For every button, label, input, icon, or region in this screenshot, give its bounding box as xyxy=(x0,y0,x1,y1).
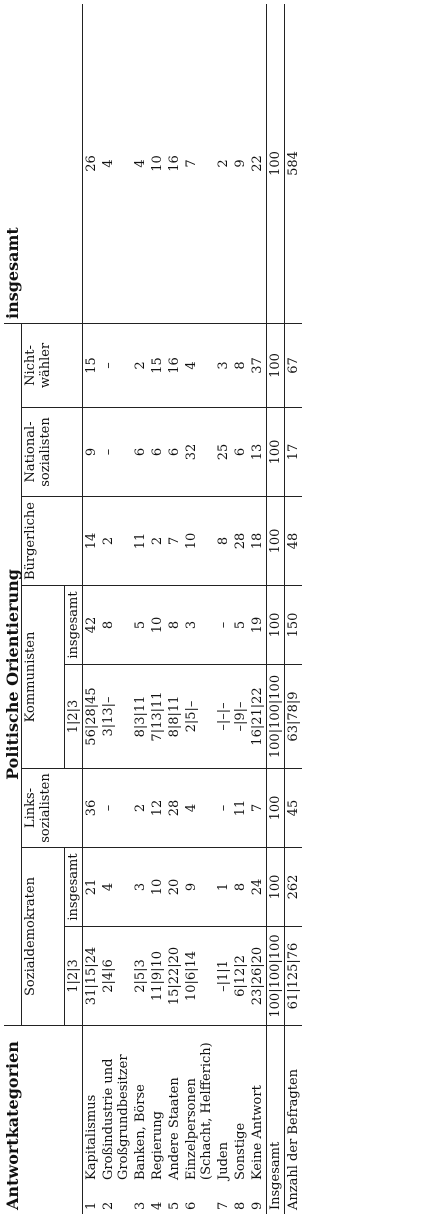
table-row xyxy=(166,4,183,1214)
cell-sd123: 2|4|6 xyxy=(100,927,132,1026)
sub-sd-123: 1|2|3 xyxy=(65,927,83,1026)
count-ns: 17 xyxy=(285,408,303,497)
total-k123: 100|100|100 xyxy=(267,665,285,769)
cell-ls: 36 xyxy=(83,769,101,848)
cell-sdi: 1 xyxy=(215,848,232,927)
col-linkssozialisten: Links-sozialisten xyxy=(22,769,83,848)
row-number: 8 xyxy=(233,1201,248,1210)
cell-ki: 19 xyxy=(249,586,267,665)
cell-nw: 3 xyxy=(215,324,232,408)
count-bu: 48 xyxy=(285,497,303,586)
cell-ls: 28 xyxy=(166,769,183,848)
total-ls: 100 xyxy=(267,769,285,848)
table-row xyxy=(83,4,101,1214)
cell-nw: 8 xyxy=(232,324,249,408)
row-category: Kapitalismus xyxy=(83,1026,101,1185)
row-category: Sonstige xyxy=(233,1122,248,1180)
count-sdi: 262 xyxy=(285,848,303,927)
cell-k123: 2|5|– xyxy=(183,665,215,769)
cell-sd123: 10|6|14 xyxy=(183,927,215,1026)
row-category: Großindustrie und Großgrundbesitzer xyxy=(101,1054,131,1180)
cell-ki: – xyxy=(215,586,232,665)
cell-nw: 4 xyxy=(183,324,215,408)
cell-k123: 3|13|– xyxy=(100,665,132,769)
col-antwortkategorien: Antwortkategorien xyxy=(4,1026,83,1215)
count-label: Anzahl der Befragten xyxy=(285,1026,303,1215)
cell-ns: 25 xyxy=(215,408,232,497)
table-row xyxy=(215,4,232,1214)
cell-bu: 7 xyxy=(166,497,183,586)
col-insgesamt: insgesamt xyxy=(4,4,83,324)
cell-nw: 15 xyxy=(83,324,101,408)
total-label: Insgesamt xyxy=(267,1026,285,1215)
total-ns: 100 xyxy=(267,408,285,497)
cell-bu: 8 xyxy=(215,497,232,586)
col-nationalsozialisten: National-sozialisten xyxy=(22,408,83,497)
cell-ins: 16 xyxy=(166,4,183,324)
cell-sdi: 10 xyxy=(149,848,166,927)
cell-bu: 28 xyxy=(232,497,249,586)
cell-sdi: 24 xyxy=(249,848,267,927)
row-number: 3 xyxy=(133,1201,148,1210)
cell-bu: 10 xyxy=(183,497,215,586)
total-ki: 100 xyxy=(267,586,285,665)
cell-nw: 2 xyxy=(132,324,149,408)
table-row xyxy=(149,4,166,1214)
cell-ns: 6 xyxy=(132,408,149,497)
cell-ki: 42 xyxy=(83,586,101,665)
cell-sd123: 6|12|2 xyxy=(232,927,249,1026)
row-number: 5 xyxy=(167,1201,182,1210)
row-category: Regierung xyxy=(150,1111,165,1180)
table-row xyxy=(132,4,149,1214)
cell-sdi: 21 xyxy=(83,848,101,927)
table-row xyxy=(249,4,267,1214)
cell-ns: 32 xyxy=(183,408,215,497)
col-sozialdemokraten: Sozialdemokraten xyxy=(22,848,65,1026)
cell-ins: 26 xyxy=(83,4,101,324)
row-number: 1 xyxy=(83,1184,101,1214)
sub-k-insgesamt: insgesamt xyxy=(65,586,83,665)
count-ki: 150 xyxy=(285,586,303,665)
cell-ki: 5 xyxy=(232,586,249,665)
col-buergerliche: Bürgerliche xyxy=(22,497,83,586)
cell-ins: 7 xyxy=(183,4,215,324)
cell-sdi: 20 xyxy=(166,848,183,927)
cell-k123: 8|3|11 xyxy=(132,665,149,769)
cell-k123: 56|28|45 xyxy=(83,665,101,769)
cell-nw: 15 xyxy=(149,324,166,408)
cell-ls: 12 xyxy=(149,769,166,848)
cell-sd123: 15|22|20 xyxy=(166,927,183,1026)
total-row xyxy=(267,4,285,1214)
cell-ls: 2 xyxy=(132,769,149,848)
cell-ki: 8 xyxy=(166,586,183,665)
cell-ls: 7 xyxy=(249,769,267,848)
cell-ins: 9 xyxy=(232,4,249,324)
cell-nw: 37 xyxy=(249,324,267,408)
cell-ls: – xyxy=(100,769,132,848)
col-kommunisten: Kommunisten xyxy=(22,586,65,769)
cell-sd123: 31|15|24 xyxy=(83,927,101,1026)
cell-ki: 3 xyxy=(183,586,215,665)
cell-ns: 6 xyxy=(232,408,249,497)
cell-ns: 13 xyxy=(249,408,267,497)
row-category: Einzelpersonen (Schacht, Helfferich) xyxy=(184,1042,214,1180)
row-number: 9 xyxy=(250,1201,265,1210)
count-nw: 67 xyxy=(285,324,303,408)
cell-ki: 8 xyxy=(100,586,132,665)
cell-ns: 6 xyxy=(149,408,166,497)
row-number: 7 xyxy=(216,1201,231,1210)
cell-sdi: 8 xyxy=(232,848,249,927)
cell-k123: 7|13|11 xyxy=(149,665,166,769)
sub-k-123: 1|2|3 xyxy=(65,665,83,769)
count-sd123: 61|125|76 xyxy=(285,927,303,1026)
col-politische-orientierung: Politische Orientierung xyxy=(4,324,22,1026)
row-category: Andere Staaten xyxy=(167,1077,182,1180)
cell-ins: 2 xyxy=(215,4,232,324)
total-sdi: 100 xyxy=(267,848,285,927)
cell-sdi: 3 xyxy=(132,848,149,927)
row-category: Juden xyxy=(216,1142,231,1180)
cell-ns: – xyxy=(100,408,132,497)
cell-ns: 6 xyxy=(166,408,183,497)
cell-bu: 18 xyxy=(249,497,267,586)
cell-k123: 8|8|11 xyxy=(166,665,183,769)
cell-k123: 16|21|22 xyxy=(249,665,267,769)
cell-bu: 11 xyxy=(132,497,149,586)
cell-ins: 22 xyxy=(249,4,267,324)
total-sd123: 100|100|100 xyxy=(267,927,285,1026)
count-row xyxy=(285,4,303,1214)
cell-sd123: –|1|1 xyxy=(215,927,232,1026)
cell-nw: 16 xyxy=(166,324,183,408)
cell-ins: 4 xyxy=(132,4,149,324)
total-bu: 100 xyxy=(267,497,285,586)
total-nw: 100 xyxy=(267,324,285,408)
cell-bu: 2 xyxy=(100,497,132,586)
count-ins: 584 xyxy=(285,4,303,324)
cell-ins: 10 xyxy=(149,4,166,324)
cell-sd123: 23|26|20 xyxy=(249,927,267,1026)
cell-ki: 10 xyxy=(149,586,166,665)
cell-ls: – xyxy=(215,769,232,848)
cell-sdi: 4 xyxy=(100,848,132,927)
total-ins: 100 xyxy=(267,4,285,324)
cell-ls: 4 xyxy=(183,769,215,848)
row-number: 2 xyxy=(101,1201,116,1210)
cell-sdi: 9 xyxy=(183,848,215,927)
cell-ls: 11 xyxy=(232,769,249,848)
count-ls: 45 xyxy=(285,769,303,848)
cell-ki: 5 xyxy=(132,586,149,665)
count-k123: 63|78|9 xyxy=(285,665,303,769)
cell-sd123: 11|9|10 xyxy=(149,927,166,1026)
cell-bu: 2 xyxy=(149,497,166,586)
survey-table xyxy=(4,4,302,1214)
table-row xyxy=(100,4,132,1214)
cell-k123: –|–|– xyxy=(215,665,232,769)
cell-sd123: 2|5|3 xyxy=(132,927,149,1026)
row-category: Keine Antwort xyxy=(250,1085,265,1180)
cell-ns: 9 xyxy=(83,408,101,497)
table-row xyxy=(232,4,249,1214)
cell-nw: – xyxy=(100,324,132,408)
cell-k123: –|9|– xyxy=(232,665,249,769)
cell-bu: 14 xyxy=(83,497,101,586)
row-number: 6 xyxy=(184,1201,199,1210)
cell-ins: 4 xyxy=(100,4,132,324)
row-number: 4 xyxy=(150,1201,165,1210)
row-category: Banken, Börse xyxy=(133,1084,148,1180)
col-nichtwaehler: Nicht-wähler xyxy=(22,324,83,408)
table-row xyxy=(183,4,215,1214)
sub-sd-insgesamt: insgesamt xyxy=(65,848,83,927)
